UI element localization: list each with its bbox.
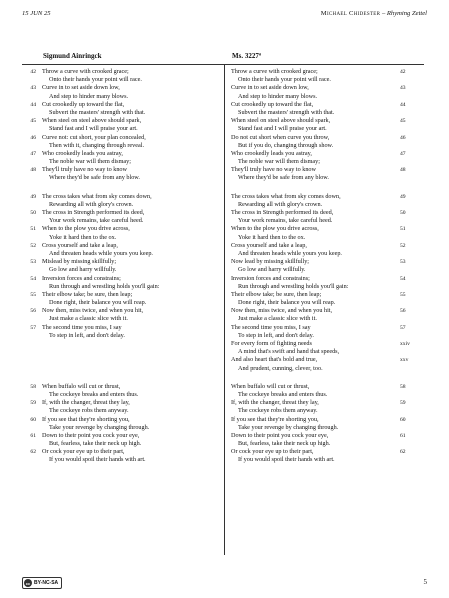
right-line-number: 52 (400, 242, 406, 249)
right-line-number: 59 (400, 400, 406, 407)
left-verse-text: Your work remains, take careful heed. (49, 217, 144, 225)
left-line-number: 46 (30, 134, 36, 141)
header-rule (22, 64, 424, 65)
verse-row (0, 193, 449, 201)
right-verse-text: And prudent, cunning, clever, too. (238, 364, 323, 372)
left-column-title: Sigmund Ainringck (43, 52, 102, 60)
right-verse-text: Now then, miss twice, and when you hit, (231, 307, 333, 315)
right-line-number: xxv (400, 357, 409, 364)
left-verse-text: Rewarding all with glory's crown. (49, 200, 134, 208)
right-verse-text: But, fearless, take their neck up high. (238, 440, 331, 448)
left-verse-text: Curve not: cut short, your plan concealed, (42, 133, 146, 141)
verse-row (0, 456, 449, 464)
verse-row (0, 68, 449, 76)
verse-row (0, 448, 449, 456)
left-verse-text: Just make a classic slice with it. (49, 315, 128, 323)
right-line-number: 47 (400, 150, 406, 157)
right-verse-text: Subvert the masters' strength with that. (238, 108, 335, 116)
right-verse-text: Now lead by missing skillfully; (231, 258, 310, 266)
verse-row (0, 225, 449, 233)
left-verse-text: Who crookedly leads you astray, (42, 149, 123, 157)
right-line-number: 56 (400, 308, 406, 315)
page-header (22, 10, 427, 24)
verse-row (0, 440, 449, 448)
left-verse-text: When to the plow you drive across, (42, 225, 130, 233)
left-verse-text: Onto their hands your point will race. (49, 76, 142, 84)
verse-row (0, 283, 449, 291)
stanza (0, 193, 449, 373)
verse-row (0, 416, 449, 424)
right-line-number: 43 (400, 85, 406, 92)
left-verse-text: If you see that they're shorting you, (42, 415, 130, 423)
verse-row (0, 158, 449, 166)
right-verse-text: Do not cut short when curve you throw, (231, 133, 330, 141)
left-line-number: 51 (30, 226, 36, 233)
verse-row (0, 307, 449, 315)
verse-row (0, 174, 449, 182)
left-verse-text: The noble war will them dismay; (49, 158, 131, 166)
right-verse-text: Their elbow take; be sure, then leap; (231, 290, 322, 298)
left-line-number: 54 (30, 275, 36, 282)
left-line-number: 57 (30, 324, 36, 331)
verse-table (0, 68, 449, 465)
verse-row (0, 242, 449, 250)
right-verse-text: If, with the changer, threat they lay, (231, 399, 319, 407)
left-line-number: 44 (30, 101, 36, 108)
left-line-number: 58 (30, 383, 36, 390)
left-line-number: 53 (30, 259, 36, 266)
left-verse-text: Yoke it hard then to the ox. (49, 233, 117, 241)
left-verse-text: Mislead by missing skillfully; (42, 258, 117, 266)
right-verse-text: Cross yourself and take a leap, (231, 241, 307, 249)
verse-row (0, 391, 449, 399)
left-verse-text: Done right, their balance you will reap. (49, 299, 147, 307)
stanza (0, 383, 449, 465)
left-line-number: 47 (30, 150, 36, 157)
verse-row (0, 117, 449, 125)
right-verse-text: Curve in to set aside down low, (231, 84, 309, 92)
verse-row (0, 365, 449, 373)
verse-row (0, 134, 449, 142)
left-verse-text: When steel on steel above should spark, (42, 117, 142, 125)
right-line-number: 62 (400, 449, 406, 456)
left-verse-text: The cockeye robs them anyway. (49, 407, 129, 415)
right-verse-text: The cockeye robs them anyway. (238, 407, 318, 415)
verse-row (0, 340, 449, 348)
right-verse-text: The cockeye breaks and enters thus. (238, 390, 328, 398)
left-verse-text: But, fearless, take their neck up high. (49, 440, 142, 448)
right-verse-text: If you would spoil their hands with art. (238, 456, 335, 464)
page-footer (22, 577, 427, 589)
left-verse-text: If, with the changer, threat they lay, (42, 399, 130, 407)
left-verse-text: Or cock your eye up to their part, (42, 448, 125, 456)
right-line-number: 60 (400, 416, 406, 423)
right-verse-text: Who crookedly leads you astray, (231, 149, 312, 157)
left-verse-text: Stand fast and I will praise your art. (49, 125, 138, 133)
verse-row (0, 109, 449, 117)
left-line-number: 61 (30, 432, 36, 439)
license-text: BY-NC-SA (34, 580, 59, 586)
right-line-number: 57 (400, 324, 406, 331)
left-line-number: 52 (30, 242, 36, 249)
right-verse-text: A mind that's swift and hand that speeds, (238, 348, 340, 356)
left-line-number: 48 (30, 167, 36, 174)
verse-row (0, 166, 449, 174)
left-verse-text: And threaten heads while yours you keep. (49, 249, 153, 257)
header-title: Rhyming Zettel (386, 10, 427, 17)
verse-row (0, 291, 449, 299)
left-verse-text: Cut crookedly up toward the flat, (42, 100, 125, 108)
right-line-number: 61 (400, 432, 406, 439)
left-line-number: 42 (30, 69, 36, 75)
right-line-number: 42 (400, 69, 406, 75)
right-line-number: 53 (400, 259, 406, 266)
verse-row (0, 201, 449, 209)
verse-row (0, 432, 449, 440)
left-line-number: 50 (30, 210, 36, 216)
verse-row (0, 332, 449, 340)
right-verse-text: When steel on steel above should spark, (231, 117, 331, 125)
left-line-number: 62 (30, 449, 36, 456)
right-verse-text: Go low and harry willfully. (238, 266, 306, 274)
verse-row (0, 399, 449, 407)
left-verse-text: Go low and harry willfully. (49, 266, 117, 274)
right-verse-text: To step in left, and don't delay. (238, 331, 314, 339)
verse-row (0, 356, 449, 364)
right-verse-text: Or cock your eye up to their part, (231, 448, 314, 456)
verse-row (0, 275, 449, 283)
verse-row (0, 150, 449, 158)
verse-row (0, 424, 449, 432)
verse-row (0, 383, 449, 391)
verse-row (0, 266, 449, 274)
left-verse-text: Now then, miss twice, and when you hit, (42, 307, 144, 315)
right-verse-text: When buffalo will cut or thrust, (231, 382, 310, 390)
right-line-number: 54 (400, 275, 406, 282)
left-verse-text: Their elbow take; be sure, then leap; (42, 290, 133, 298)
verse-row (0, 125, 449, 133)
left-line-number: 43 (30, 85, 36, 92)
right-verse-text: And step to hinder many blows. (238, 92, 318, 100)
left-verse-text: And step to hinder many blows. (49, 92, 129, 100)
left-line-number: 56 (30, 308, 36, 315)
left-verse-text: Cross yourself and take a leap, (42, 241, 118, 249)
creative-commons-icon: cc (25, 580, 31, 586)
column-titles (0, 52, 449, 64)
right-verse-text: And also heart that's bold and true, (231, 356, 318, 364)
left-verse-text: Run through and wrestling holds you'll gain: (49, 282, 160, 290)
right-verse-text: But if you do, changing through show. (238, 141, 334, 149)
left-verse-text: Throw a curve with crooked grace; (42, 68, 129, 75)
right-line-number: 44 (400, 101, 406, 108)
verse-row (0, 250, 449, 258)
right-column-title: Ms. 3227ª (232, 52, 261, 60)
left-line-number: 45 (30, 118, 36, 125)
right-line-number: 50 (400, 210, 406, 216)
verse-row (0, 234, 449, 242)
left-verse-text: Where they'd be safe from any blow. (49, 174, 140, 182)
left-line-number: 59 (30, 400, 36, 407)
verse-row (0, 407, 449, 415)
right-verse-text: If you see that they're shorting you, (231, 415, 319, 423)
verse-row (0, 258, 449, 266)
verse-row (0, 142, 449, 150)
right-verse-text: For every form of fighting needs (231, 340, 312, 347)
right-verse-text: Inversion forces and constrains; (231, 274, 310, 282)
right-verse-text: Down to their point you cock your eye, (231, 431, 329, 439)
right-line-number: xxiv (400, 341, 410, 347)
left-verse-text: The cockeye breaks and enters thus. (49, 390, 139, 398)
right-verse-text: The second time you miss, I say (231, 323, 311, 331)
left-line-number: 60 (30, 416, 36, 423)
right-verse-text: And threaten heads while yours you keep. (238, 249, 342, 257)
right-verse-text: Throw a curve with crooked grace; (231, 68, 318, 75)
left-verse-text: When buffalo will cut or thrust, (42, 382, 121, 390)
right-line-number: 51 (400, 226, 406, 233)
left-verse-text: If you would spoil their hands with art. (49, 456, 146, 464)
left-verse-text: The second time you miss, I say (42, 323, 122, 331)
verse-row (0, 315, 449, 323)
header-running-title (321, 10, 427, 17)
right-verse-text: Stand fast and I will praise your art. (238, 125, 327, 133)
verse-row (0, 348, 449, 356)
right-verse-text: Rewarding all with glory's crown. (238, 200, 323, 208)
left-verse-text: Then with it, changing through reveal. (49, 141, 145, 149)
right-verse-text: They'll truly have no way to know (231, 166, 316, 174)
verse-row (0, 217, 449, 225)
verse-row (0, 76, 449, 84)
right-line-number: 48 (400, 167, 406, 174)
right-line-number: 46 (400, 134, 406, 141)
left-verse-text: Take your revenge by changing through. (49, 423, 150, 431)
right-verse-text: Your work remains, take careful heed. (238, 217, 333, 225)
right-line-number: 55 (400, 291, 406, 298)
left-verse-text: The cross in Strength performed its deed, (42, 209, 145, 216)
header-separator: – (380, 10, 387, 17)
left-verse-text: Down to their point you cock your eye, (42, 431, 140, 439)
right-verse-text: The cross in Strength performed its deed, (231, 209, 334, 216)
right-verse-text: Take your revenge by changing through. (238, 423, 339, 431)
left-verse-text: The cross takes what from sky comes down, (42, 192, 152, 200)
verse-row (0, 93, 449, 101)
right-verse-text: Just make a classic slice with it. (238, 315, 317, 323)
left-line-number: 55 (30, 291, 36, 298)
right-line-number: 45 (400, 118, 406, 125)
right-verse-text: The noble war will them dismay; (238, 158, 320, 166)
verse-row (0, 324, 449, 332)
left-verse-text: To step in left, and don't delay. (49, 331, 125, 339)
right-verse-text: Where they'd be safe from any blow. (238, 174, 329, 182)
verse-row (0, 84, 449, 92)
right-verse-text: The cross takes what from sky comes down, (231, 192, 341, 200)
page-number: 5 (423, 578, 427, 586)
left-verse-text: Curve in to set aside down low, (42, 84, 120, 92)
header-date: 15 JUN 25 (22, 10, 51, 17)
left-line-number: 49 (30, 193, 36, 200)
right-verse-text: Run through and wrestling holds you'll gain: (238, 282, 349, 290)
header-author: Michael Chidester (320, 10, 381, 17)
license-badge[interactable] (22, 577, 62, 589)
verse-row (0, 101, 449, 109)
right-verse-text: Cut crookedly up toward the flat, (231, 100, 314, 108)
right-verse-text: Onto their hands your point will race. (238, 76, 331, 84)
left-verse-text: They'll truly have no way to know (42, 166, 127, 174)
right-line-number: 58 (400, 383, 406, 390)
right-line-number: 49 (400, 193, 406, 200)
right-verse-text: Yoke it hard then to the ox. (238, 233, 306, 241)
verse-row (0, 209, 449, 217)
right-verse-text: Done right, their balance you will reap. (238, 299, 336, 307)
left-verse-text: Inversion forces and constrains; (42, 274, 121, 282)
left-verse-text: Subvert the masters' strength with that. (49, 108, 146, 116)
right-verse-text: When to the plow you drive across, (231, 225, 319, 233)
stanza (0, 68, 449, 183)
verse-row (0, 299, 449, 307)
